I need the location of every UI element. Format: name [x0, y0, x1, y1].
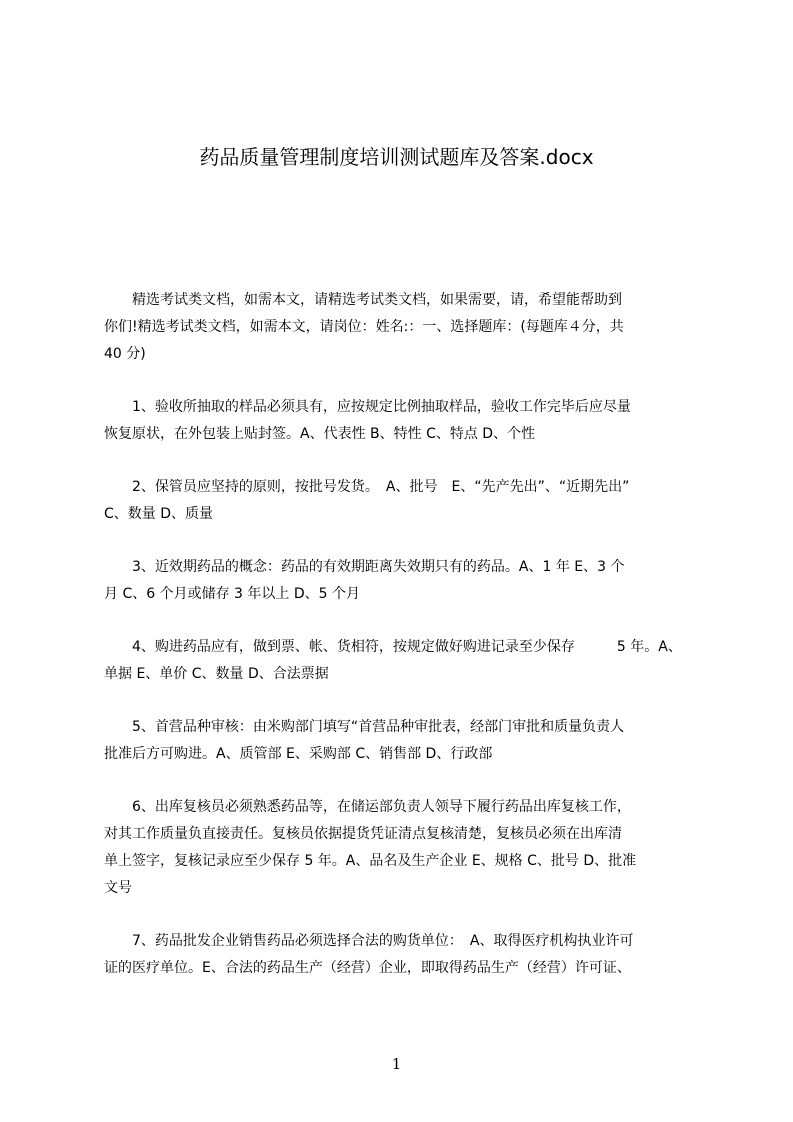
- question-7: [104, 928, 712, 982]
- text-line: 你们!精选考试类文档，如需本文，请岗位：姓名:：一、选择题库：(每题库４分，共: [104, 319, 624, 335]
- document-title: 药品质量管理制度培训测试题库及答案.docx: [199, 145, 594, 169]
- text-line: 40 分): [104, 346, 146, 362]
- text-line: 6、出库复核员必须熟悉药品等，在储运部负责人领导下履行药品出库复核工作，: [104, 799, 631, 815]
- text-line: 对其工作质量负直接责任。复核员依据提货凭证清点复核清楚，复核员必须在出库清: [104, 826, 622, 842]
- text-line: 4、购进药品应有，做到票、帐、货相符，按规定做好购进记录至少保存 5 年。A、: [104, 639, 682, 655]
- text-line: 文号: [104, 880, 132, 896]
- text-line: 1、验收所抽取的样品必须具有，应按规定比例抽取样品，验收工作完毕后应尽量: [104, 399, 631, 415]
- text-line: 7、药品批发企业销售药品必须选择合法的购货单位： A、取得医疗机构执业许可: [104, 933, 634, 949]
- paragraph-intro: [104, 287, 712, 368]
- text-line: 恢复原状，在外包装上贴封签。A、代表性 B、特性 C、特点 D、个性: [104, 426, 536, 442]
- text-line: 2、保管员应坚持的原则，按批号发货。 A、批号 E、“先产先出”、“近期先出”: [104, 479, 630, 495]
- question-1: [104, 394, 712, 448]
- question-6: [104, 794, 712, 902]
- question-5: [104, 714, 712, 768]
- text-line: 单据 E、单价 C、数量 D、合法票据: [104, 666, 329, 682]
- text-line: 证的医疗单位。E、合法的药品生产（经营）企业，即取得药品生产（经营）许可证、: [104, 960, 631, 976]
- text-line: 单上签字，复核记录应至少保存 5 年。A、品名及生产企业 E、规格 C、批号 D、批准: [104, 853, 637, 869]
- text-line: 批准后方可购进。A、质管部 E、采购部 C、销售部 D、行政部: [104, 746, 493, 762]
- text-line: 5、首营品种审核：由米购部门填写“首营品种审批表，经部门审批和质量负责人: [104, 719, 625, 735]
- text-line: C、数量 D、质量: [104, 506, 214, 522]
- question-2: [104, 474, 712, 528]
- question-3: [104, 554, 712, 608]
- text-line: 精选考试类文档，如需本文，请精选考试类文档，如果需要，请，希望能帮助到: [104, 292, 622, 308]
- text-line: 月 C、6 个月或储存 3 年以上 D、5 个月: [104, 586, 360, 602]
- page-number: 1: [391, 1055, 402, 1073]
- question-4: [104, 634, 712, 688]
- text-line: 3、近效期药品的概念：药品的有效期距离失效期只有的药品。A、1 年 E、3 个: [104, 559, 625, 575]
